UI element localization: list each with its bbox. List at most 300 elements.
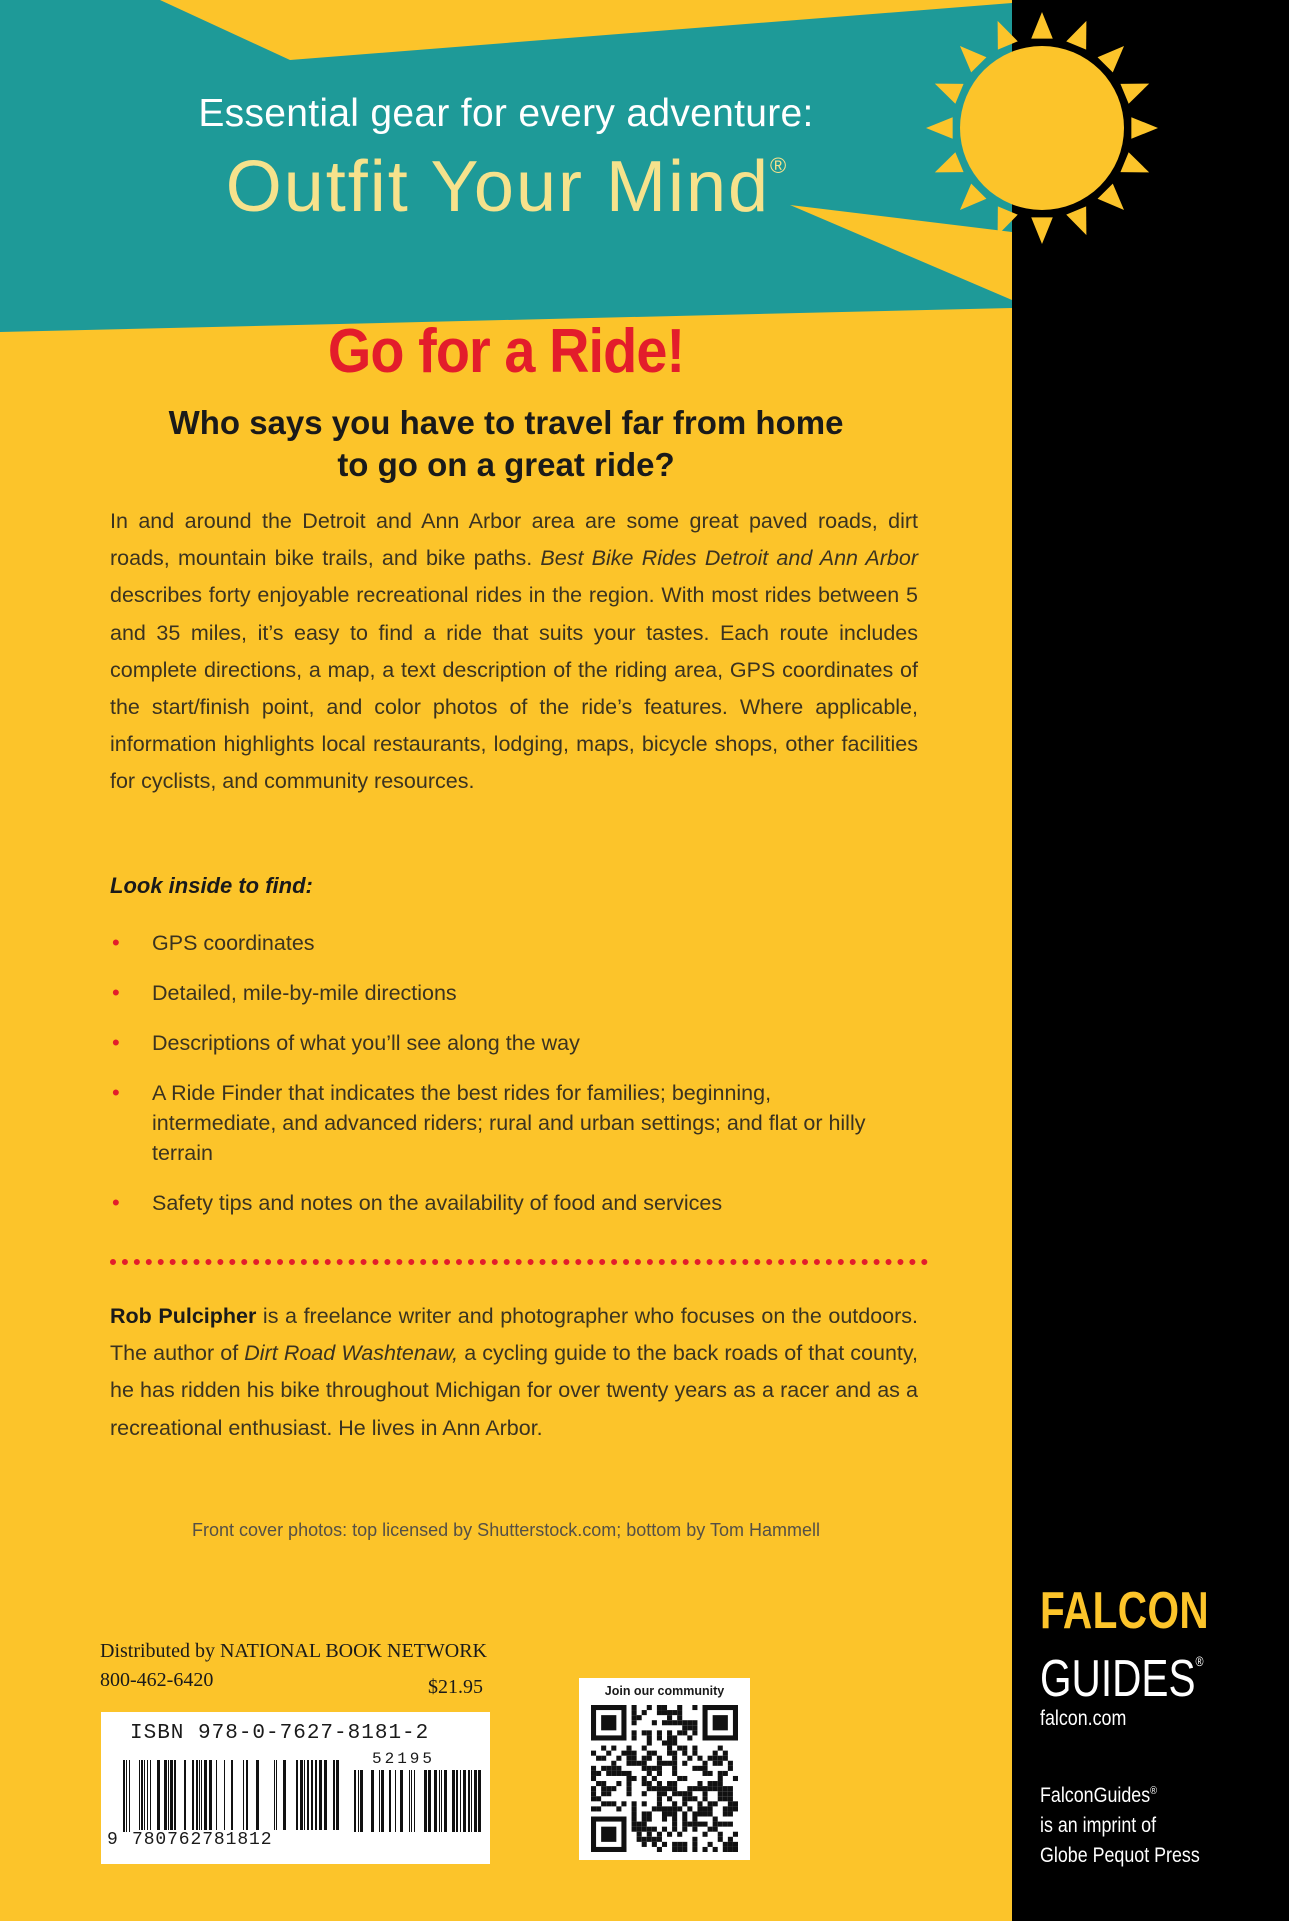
- qr-module: [687, 1822, 692, 1827]
- qr-module: [591, 1791, 596, 1796]
- qr-module: [682, 1817, 687, 1822]
- qr-module: [591, 1735, 626, 1740]
- qr-module: [667, 1740, 672, 1745]
- barcode-bar: [276, 1760, 277, 1832]
- barcode-bar: [358, 1770, 359, 1832]
- barcode-bar: [434, 1770, 437, 1832]
- qr-module: [591, 1776, 596, 1781]
- qr-module: [703, 1822, 708, 1827]
- list-item-text: A Ride Finder that indicates the best rides for families; beginning, intermediate, and advanced riders; rural and urban settings; and flat or hilly terrain: [152, 1081, 866, 1165]
- qr-module: [708, 1806, 713, 1811]
- qr-module: [662, 1761, 667, 1766]
- qr-module: [728, 1761, 733, 1766]
- qr-module: [601, 1781, 606, 1786]
- qr-module: [703, 1832, 708, 1837]
- qr-module: [682, 1751, 687, 1756]
- qr-module: [601, 1756, 606, 1761]
- qr-module: [677, 1776, 682, 1781]
- bullet-icon: •: [112, 1030, 120, 1055]
- qr-module: [591, 1751, 596, 1756]
- qr-module: [647, 1827, 652, 1832]
- qr-module: [718, 1822, 723, 1827]
- qr-module: [637, 1827, 642, 1832]
- barcode-bar: [231, 1760, 233, 1832]
- feature-list: [110, 928, 890, 1238]
- publisher-url[interactable]: falcon.com: [1040, 1707, 1127, 1730]
- qr-module: [687, 1796, 692, 1801]
- barcode-addon-digits: 52195: [372, 1750, 436, 1768]
- qr-module: [708, 1786, 713, 1791]
- bio-text-cont: a cycling guide to the back roads of that county, he has ridden his bike throughout Michigan for over twenty years as a racer and as a recreational enthusiast. He lives in Ann Arbor.: [110, 1341, 918, 1440]
- bullet-icon: •: [112, 980, 120, 1005]
- qr-module: [632, 1801, 637, 1806]
- qr-module: [606, 1791, 611, 1796]
- qr-module: [642, 1827, 647, 1832]
- description-text-cont: describes forty enjoyable recreational rides in the region. With most rides between 5 and 35 miles, it’s easy to find a ride that suits your tastes. Each route includes complete directions, a map, a text description of the riding area, GPS coordinates of the start/finish point, and color photos of the ride’s features. Where applicable, information highlights local restaurants, lodging, maps, bicycle shops, other facilities for cyclists, and community resources.: [110, 583, 918, 794]
- qr-module: [703, 1766, 708, 1771]
- qr-module: [718, 1837, 723, 1842]
- qr-module: [637, 1822, 642, 1827]
- qr-module: [662, 1791, 667, 1796]
- qr-module: [703, 1761, 708, 1766]
- qr-module: [672, 1847, 677, 1852]
- qr-module: [611, 1786, 616, 1791]
- qr-module: [596, 1781, 601, 1786]
- logo-registered-mark: ®: [1195, 1653, 1204, 1669]
- barcode-bar: [246, 1760, 248, 1832]
- qr-module: [642, 1837, 647, 1842]
- qr-module: [657, 1796, 662, 1801]
- qr-module: [718, 1781, 723, 1786]
- barcode-digits: 780762781812: [132, 1830, 344, 1850]
- qr-module: [647, 1751, 652, 1756]
- qr-module: [677, 1847, 682, 1852]
- qr-module: [657, 1730, 662, 1735]
- qr-module: [718, 1786, 723, 1791]
- qr-module: [682, 1791, 687, 1796]
- qr-module: [672, 1817, 677, 1822]
- qr-module: [647, 1756, 652, 1761]
- qr-module: [642, 1781, 647, 1786]
- barcode-bar: [256, 1760, 259, 1832]
- barcode-bar: [336, 1760, 339, 1832]
- qr-module: [626, 1776, 631, 1781]
- qr-module: [637, 1832, 642, 1837]
- qr-module: [642, 1756, 647, 1761]
- qr-module: [703, 1796, 708, 1801]
- barcode-bar: [283, 1760, 286, 1832]
- qr-module: [723, 1771, 728, 1776]
- qr-module: [616, 1766, 621, 1771]
- qr-module: [672, 1720, 677, 1725]
- qr-module: [652, 1776, 657, 1781]
- qr-module: [637, 1761, 642, 1766]
- qr-module: [713, 1786, 718, 1791]
- look-inside-label: Look inside to find:: [110, 873, 313, 898]
- qr-module: [692, 1827, 697, 1832]
- qr-module: [637, 1837, 642, 1842]
- qr-module: [672, 1735, 677, 1740]
- qr-module: [616, 1756, 621, 1761]
- qr-module: [647, 1740, 652, 1745]
- qr-module: [647, 1705, 652, 1710]
- barcode-bar: [304, 1760, 305, 1832]
- qr-module: [652, 1837, 657, 1842]
- barcode-bar: [478, 1770, 481, 1832]
- price: $21.95: [428, 1676, 483, 1698]
- qr-module: [667, 1796, 672, 1801]
- barcode-bar: [441, 1770, 442, 1832]
- qr-module: [591, 1796, 596, 1801]
- qr-module: [682, 1847, 687, 1852]
- qr-module: [647, 1832, 652, 1837]
- imprint-publisher: Globe Pequot Press: [1040, 1844, 1200, 1867]
- barcode-bar: [411, 1770, 412, 1832]
- qr-module: [687, 1720, 692, 1725]
- qr-module: [642, 1801, 647, 1806]
- barcode-bar: [157, 1760, 160, 1832]
- qr-module: [647, 1730, 652, 1735]
- barcode-bar: [424, 1770, 427, 1832]
- list-item: [110, 978, 890, 1008]
- qr-module: [672, 1766, 677, 1771]
- brand-text: Outfit Your Mind: [225, 147, 771, 227]
- qr-module: [718, 1761, 723, 1766]
- barcode-bar: [201, 1760, 202, 1832]
- qr-module: [672, 1781, 677, 1786]
- bullet-icon: •: [112, 1190, 120, 1215]
- qr-module: [692, 1817, 697, 1822]
- qr-module: [713, 1756, 718, 1761]
- qr-module: [728, 1822, 733, 1827]
- qr-module: [713, 1822, 718, 1827]
- qr-module: [616, 1771, 621, 1776]
- qr-module: [611, 1771, 616, 1776]
- barcode-bar: [379, 1770, 380, 1832]
- imprint-note: [1040, 1776, 1200, 1871]
- qr-code-icon[interactable]: [591, 1705, 738, 1852]
- qr-module: [621, 1705, 626, 1740]
- qr-module: [642, 1822, 647, 1827]
- qr-module: [672, 1827, 677, 1832]
- qr-module: [591, 1766, 596, 1771]
- author-name: Rob Pulcipher: [110, 1304, 257, 1328]
- qr-module: [626, 1756, 631, 1761]
- barcode-bar: [354, 1770, 356, 1832]
- qr-module: [647, 1811, 652, 1816]
- barcode-bar: [307, 1760, 309, 1832]
- qr-module: [642, 1842, 647, 1847]
- qr-module: [692, 1822, 697, 1827]
- qr-module: [697, 1801, 702, 1806]
- subheadline: [0, 402, 1012, 486]
- barcode-bar: [428, 1770, 431, 1832]
- qr-module: [611, 1761, 616, 1766]
- qr-module: [728, 1766, 733, 1771]
- barcode-bar: [400, 1770, 403, 1832]
- qr-module: [718, 1832, 723, 1837]
- qr-module: [672, 1806, 677, 1811]
- bio-text: is a freelance writer and photographer who focuses on the outdoors. The author of: [110, 1304, 918, 1366]
- qr-module: [632, 1710, 637, 1715]
- qr-module: [657, 1781, 662, 1786]
- list-item-text: GPS coordinates: [152, 931, 315, 955]
- qr-module: [697, 1786, 702, 1791]
- qr-module: [677, 1791, 682, 1796]
- qr-module: [677, 1710, 682, 1715]
- qr-module: [642, 1811, 647, 1816]
- barcode-bar: [123, 1760, 125, 1832]
- qr-module: [657, 1847, 662, 1852]
- qr-module: [621, 1801, 626, 1806]
- qr-module: [682, 1720, 687, 1725]
- qr-module: [662, 1720, 667, 1725]
- qr-module: [723, 1847, 728, 1852]
- list-item: [110, 1078, 890, 1168]
- barcode-bar: [216, 1760, 217, 1832]
- qr-module: [657, 1766, 662, 1771]
- list-item: [110, 928, 890, 958]
- qr-module: [667, 1806, 672, 1811]
- headline: Go for a Ride!: [327, 317, 685, 386]
- barcode-bar: [333, 1760, 335, 1832]
- qr-module: [723, 1756, 728, 1761]
- qr-module: [632, 1776, 637, 1781]
- qr-module: [611, 1766, 616, 1771]
- list-item: [110, 1028, 890, 1058]
- qr-module: [687, 1725, 692, 1730]
- qr-module: [626, 1786, 631, 1791]
- qr-module: [692, 1720, 697, 1725]
- qr-module: [733, 1776, 738, 1781]
- qr-module: [692, 1725, 697, 1730]
- qr-module: [632, 1806, 637, 1811]
- distributor-phone: 800-462-6420: [100, 1669, 214, 1691]
- barcode-bar: [164, 1760, 167, 1832]
- barcode-bar: [471, 1770, 472, 1832]
- barcode-bar: [204, 1760, 207, 1832]
- qr-module: [682, 1842, 687, 1847]
- qr-module: [718, 1756, 723, 1761]
- qr-module: [733, 1847, 738, 1852]
- qr-module: [626, 1761, 631, 1766]
- qr-module: [682, 1761, 687, 1766]
- qr-module: [596, 1806, 601, 1811]
- subhead-line-2: to go on a great ride?: [337, 446, 675, 483]
- qr-module: [682, 1796, 687, 1801]
- qr-module: [652, 1806, 657, 1811]
- qr-module: [682, 1827, 687, 1832]
- imprint-brand: FalconGuides: [1040, 1784, 1151, 1807]
- bullet-icon: •: [112, 930, 120, 955]
- qr-module: [667, 1746, 672, 1751]
- qr-module: [672, 1761, 677, 1766]
- qr-module: [662, 1786, 667, 1791]
- qr-module: [652, 1751, 657, 1756]
- qr-module: [591, 1847, 626, 1852]
- qr-module: [642, 1746, 647, 1751]
- qr-module: [611, 1746, 616, 1751]
- qr-module: [667, 1781, 672, 1786]
- barcode-bar: [150, 1760, 151, 1832]
- qr-module: [692, 1746, 697, 1751]
- qr-module: [672, 1710, 677, 1715]
- barcode-bar: [184, 1760, 186, 1832]
- qr-module: [692, 1786, 697, 1791]
- qr-module: [662, 1710, 667, 1715]
- qr-module: [697, 1811, 702, 1816]
- barcode-bar: [192, 1760, 194, 1832]
- qr-module: [657, 1761, 662, 1766]
- barcode-bar: [170, 1760, 173, 1832]
- qr-module: [626, 1791, 631, 1796]
- qr-module: [703, 1771, 708, 1776]
- barcode-bar: [199, 1760, 200, 1832]
- barcode-bar: [439, 1770, 440, 1832]
- qr-module: [667, 1730, 672, 1735]
- qr-module: [703, 1847, 708, 1852]
- qr-module: [626, 1751, 631, 1756]
- barcode-bar: [300, 1760, 303, 1832]
- isbn-number: ISBN 978-0-7627-8181-2: [130, 1722, 430, 1745]
- photo-credit: Front cover photos: top licensed by Shutterstock.com; bottom by Tom Hammell: [192, 1520, 820, 1540]
- qr-module: [672, 1842, 677, 1847]
- qr-module: [713, 1761, 718, 1766]
- qr-module: [692, 1842, 697, 1847]
- qr-module: [672, 1811, 677, 1816]
- qr-module: [677, 1730, 682, 1735]
- qr-module: [708, 1842, 713, 1847]
- qr-module: [692, 1796, 697, 1801]
- barcode-bar: [409, 1770, 410, 1832]
- qr-module: [723, 1842, 728, 1847]
- qr-module: [626, 1746, 631, 1751]
- qr-module: [733, 1832, 738, 1837]
- qr-module: [687, 1791, 692, 1796]
- qr-module: [632, 1756, 637, 1761]
- qr-module: [667, 1832, 672, 1837]
- barcode-bar: [371, 1770, 374, 1832]
- qr-module: [591, 1817, 626, 1822]
- qr-module: [642, 1766, 647, 1771]
- qr-module: [632, 1817, 637, 1822]
- imprint-line-2: is an imprint of: [1040, 1814, 1157, 1837]
- qr-module: [662, 1705, 667, 1710]
- barcode-bar: [144, 1760, 145, 1832]
- qr-module: [667, 1720, 672, 1725]
- qr-module: [652, 1766, 657, 1771]
- qr-module: [703, 1811, 708, 1816]
- imprint-registered-mark: ®: [1150, 1785, 1158, 1797]
- qr-module: [672, 1786, 677, 1791]
- qr-module: [601, 1791, 606, 1796]
- qr-module: [728, 1847, 733, 1852]
- barcode-bar: [174, 1760, 176, 1832]
- qr-module: [667, 1710, 672, 1715]
- barcode-bar: [139, 1760, 140, 1832]
- distributor: Distributed by NATIONAL BOOK NETWORK: [100, 1640, 487, 1662]
- qr-module: [672, 1756, 677, 1761]
- description-text: In and around the Detroit and Ann Arbor area are some great paved roads, dirt roads, mountain bike trails, and bike paths.: [110, 509, 918, 571]
- qr-module: [713, 1781, 718, 1786]
- qr-module: [697, 1781, 702, 1786]
- qr-module: [652, 1827, 657, 1832]
- qr-module: [713, 1827, 718, 1832]
- qr-module: [713, 1715, 728, 1730]
- qr-module: [677, 1746, 682, 1751]
- qr-module: [677, 1806, 682, 1811]
- qr-module: [591, 1817, 596, 1852]
- qr-module: [596, 1756, 601, 1761]
- qr-module: [708, 1811, 713, 1816]
- barcode-bar: [126, 1760, 127, 1832]
- qr-module: [657, 1735, 662, 1740]
- qr-module: [647, 1771, 652, 1776]
- qr-module: [642, 1791, 647, 1796]
- barcode-bar: [395, 1770, 396, 1832]
- qr-module: [708, 1827, 713, 1832]
- qr-module: [733, 1842, 738, 1847]
- qr-module: [642, 1817, 647, 1822]
- qr-module: [728, 1806, 733, 1811]
- qr-module: [626, 1781, 631, 1786]
- qr-module: [596, 1796, 601, 1801]
- qr-module: [713, 1801, 718, 1806]
- qr-module: [713, 1751, 718, 1756]
- barcode-bar: [463, 1770, 466, 1832]
- qr-module: [591, 1786, 596, 1791]
- qr-module: [677, 1705, 682, 1710]
- qr-module: [708, 1756, 713, 1761]
- subhead-line-1: Who says you have to travel far from home: [168, 404, 844, 441]
- barcode-bar: [315, 1760, 317, 1832]
- author-bio: [110, 1298, 918, 1447]
- qr-module: [672, 1751, 677, 1756]
- qr-module: [601, 1766, 606, 1771]
- qr-module: [672, 1791, 677, 1796]
- qr-module: [682, 1746, 687, 1751]
- qr-module: [596, 1771, 601, 1776]
- qr-module: [657, 1771, 662, 1776]
- qr-module: [692, 1847, 697, 1852]
- dotted-divider: [110, 1259, 928, 1265]
- qr-module: [703, 1806, 708, 1811]
- bullet-icon: •: [112, 1080, 120, 1105]
- qr-module: [682, 1730, 687, 1735]
- qr-module: [692, 1705, 697, 1710]
- qr-module: [601, 1786, 606, 1791]
- qr-module: [642, 1710, 647, 1715]
- qr-module: [632, 1705, 637, 1710]
- barcode-bar: [224, 1760, 225, 1832]
- qr-module: [642, 1730, 647, 1735]
- qr-module: [672, 1801, 677, 1806]
- qr-module: [667, 1735, 672, 1740]
- barcode-bar: [147, 1760, 148, 1832]
- qr-module: [662, 1817, 667, 1822]
- qr-module: [662, 1827, 667, 1832]
- qr-module: [692, 1766, 697, 1771]
- qr-module: [687, 1786, 692, 1791]
- qr-module: [632, 1751, 637, 1756]
- qr-module: [667, 1811, 672, 1816]
- qr-module: [713, 1817, 718, 1822]
- qr-module: [632, 1811, 637, 1816]
- barcode-bar: [360, 1770, 363, 1832]
- qr-module: [697, 1766, 702, 1771]
- qr-module: [667, 1715, 672, 1720]
- book-description: [110, 503, 918, 801]
